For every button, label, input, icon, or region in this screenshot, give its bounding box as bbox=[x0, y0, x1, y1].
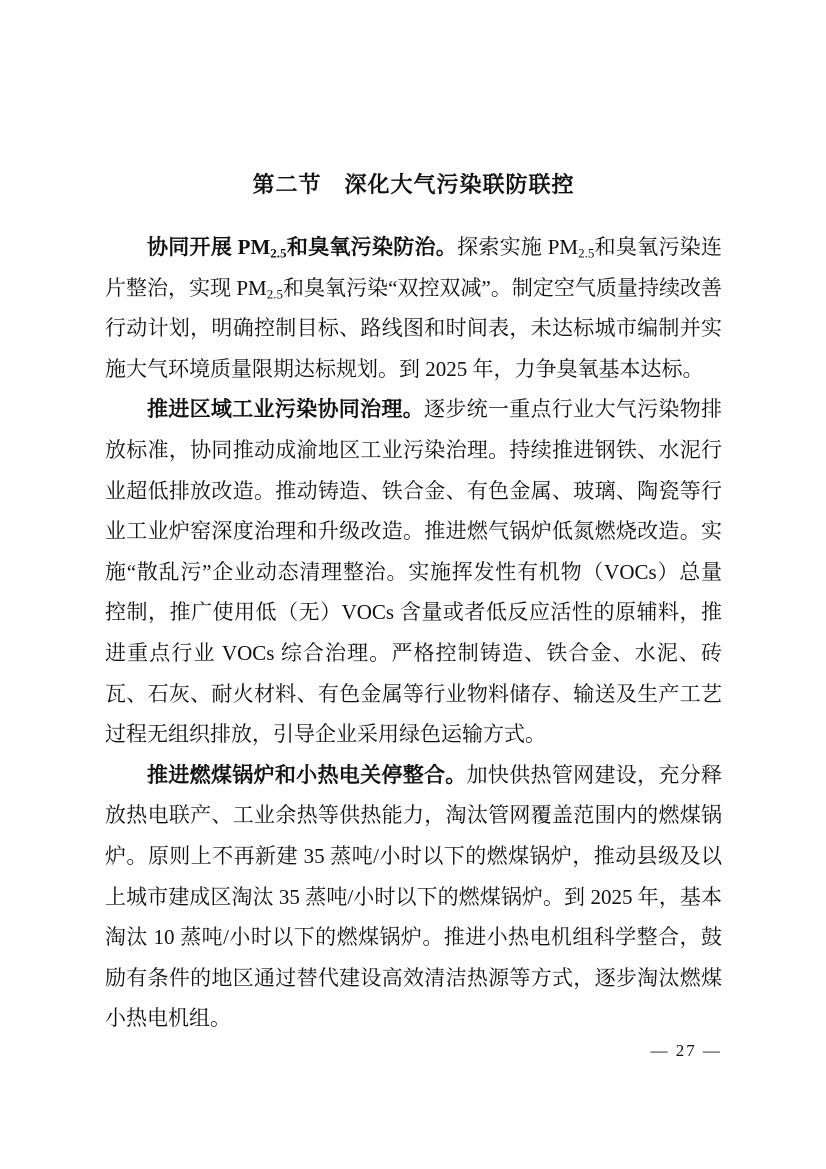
paragraph-text: 加快供热管网建设，充分释放热电联产、工业余热等供热能力，淘汰管网覆盖范围内的燃煤锅炉。原则上不再新建 35 蒸吨/小时以下的燃煤锅炉，推动县级及以上城市建成区淘汰 35 蒸吨/小时以下的燃煤锅炉。到 2025 年，基本淘汰 10 蒸吨/小时以下的燃煤锅炉。推进小热电机组科学整合，鼓励有条件的地区通过替代建设高效清洁热源等方式，逐步淘汰燃煤小热电机组。 bbox=[105, 762, 723, 1031]
paragraph-text: 2.5 bbox=[266, 285, 283, 301]
document-content bbox=[105, 170, 722, 1039]
paragraph-lead-text: 协同开展 PM bbox=[147, 235, 271, 259]
paragraph bbox=[105, 389, 722, 754]
paragraph-lead-text: 和臭氧污染防治。 bbox=[286, 235, 458, 259]
paragraph-text: 探索实施 PM bbox=[457, 235, 579, 259]
paragraph-lead-text: 2.5 bbox=[270, 245, 287, 261]
paragraph-text: 和臭氧污染“双控双减”。制定空气质量持续改善行动计划，明确控制目标、路线图和时间表，未达标城市编制并实施大气环境质量限期达标规划。到 2025 年，力争臭氧基本达标。 bbox=[105, 275, 722, 381]
paragraph-lead-text: 推进燃煤锅炉和小热电关停整合。 bbox=[147, 762, 467, 787]
paragraph-lead-text: 推进区域工业污染协同治理。 bbox=[147, 397, 424, 422]
paragraph-text: 逐步统一重点行业大气污染物排放标准，协同推动成渝地区工业污染治理。持续推进钢铁、水泥行业超低排放改造。推动铸造、铁合金、有色金属、玻璃、陶瓷等行业工业炉窑深度治理和升级改造。推进燃气锅炉低氮燃烧改造。实施“散乱污”企业动态清理整治。实施挥发性有机物（VOCs）总量控制，推广使用低（无）VOCs 含量或者低反应活性的原辅料，推进重点行业 VOCs 综合治理。严格控制铸造、铁合金、水泥、砖瓦、石灰、耐火材料、有色金属等行业物料储存、输送及生产工艺过程无组织排放，引导企业采用绿色运输方式。 bbox=[105, 397, 722, 747]
page-number: — 27 — bbox=[650, 1041, 722, 1060]
document-body bbox=[105, 227, 722, 1039]
paragraph bbox=[105, 227, 722, 389]
section-title: 第二节 深化大气污染联防联控 bbox=[252, 172, 575, 197]
paragraph-text: 2.5 bbox=[578, 245, 595, 261]
paragraph-text: 和臭氧污染连片整治，实现 PM bbox=[105, 235, 723, 300]
paragraph bbox=[105, 755, 722, 1039]
